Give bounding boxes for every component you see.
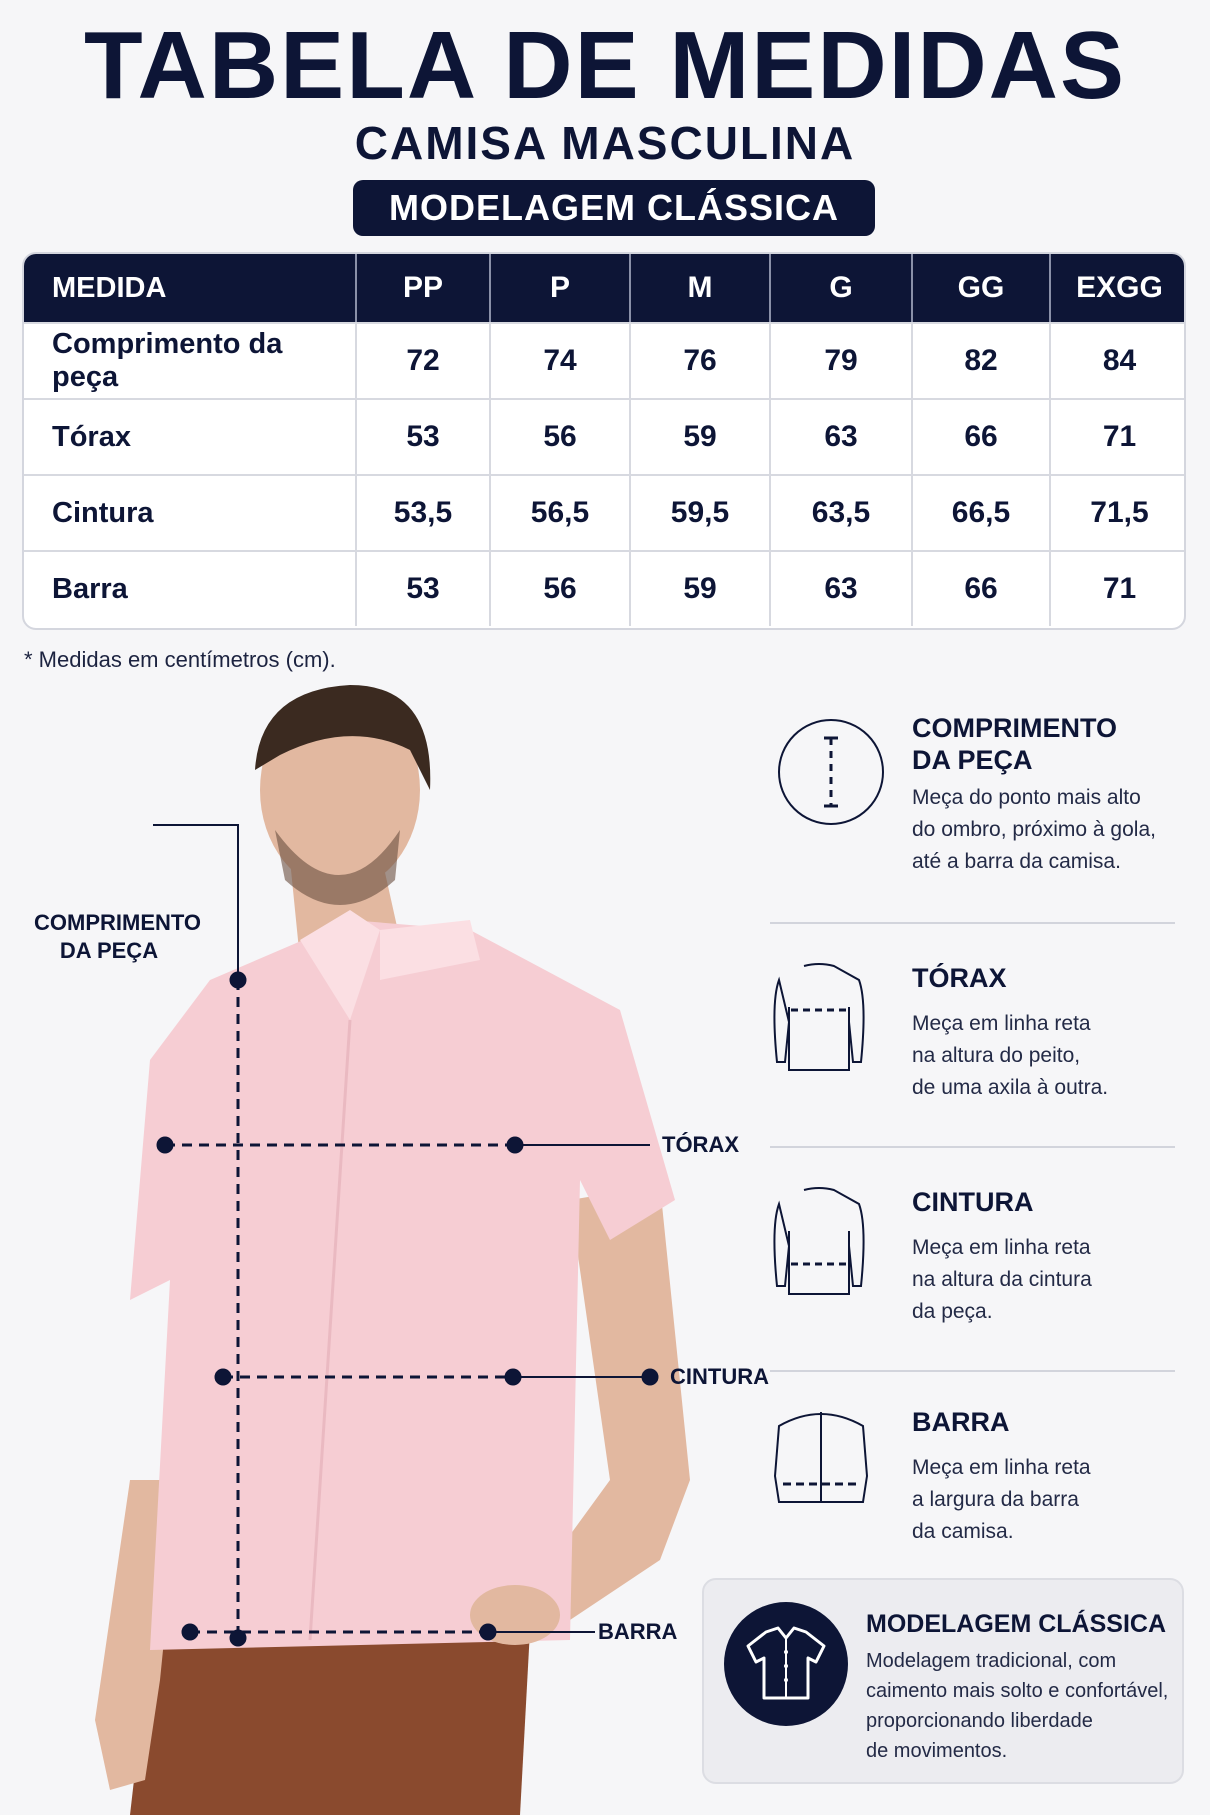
table-cell: 71	[1049, 552, 1186, 626]
guide-title: COMPRIMENTO	[912, 713, 1118, 743]
table-cell: 63,5	[769, 476, 911, 550]
table-row	[24, 550, 1184, 626]
column-header: M	[629, 254, 769, 322]
units-note: * Medidas em centímetros (cm).	[24, 647, 336, 672]
table-cell: 66	[911, 400, 1049, 474]
table-cell: 63	[769, 400, 911, 474]
column-header: MEDIDA	[52, 271, 167, 304]
ruler-circle-icon	[775, 716, 887, 828]
shirt-icon	[724, 1602, 848, 1726]
divider	[770, 1370, 1175, 1372]
column-header: GG	[911, 254, 1049, 322]
guide-barra: BARRA Meça em linha reta a largura da barra da camisa.	[765, 1406, 1185, 1556]
column-header: G	[769, 254, 911, 322]
column-header: EXGG	[1049, 254, 1186, 322]
row-label: Tórax	[52, 420, 131, 453]
row-label: Barra	[52, 572, 128, 605]
callout-torax: TÓRAX	[662, 1132, 739, 1157]
row-label: Cintura	[52, 496, 154, 529]
card-description: Modelagem tradicional, com caimento mais solto e confortável, proporcionando liberdade de movimentos.	[866, 1650, 1169, 1762]
size-table	[22, 252, 1186, 630]
table-cell: 53	[355, 552, 489, 626]
waist-measure-icon	[769, 1186, 869, 1296]
callout-comprimento: COMPRIMENTO DA PEÇA	[34, 910, 202, 963]
card-title: MODELAGEM CLÁSSICA	[866, 1610, 1166, 1638]
model-badge: MODELAGEM CLÁSSICA	[353, 180, 875, 236]
model-info-card	[702, 1578, 1184, 1784]
table-cell: 56	[489, 552, 629, 626]
row-label: Comprimento da peça	[52, 328, 283, 393]
divider	[770, 1146, 1175, 1148]
table-cell: 71,5	[1049, 476, 1186, 550]
guide-comprimento: COMPRIMENTO DA PEÇA Meça do ponto mais alto do ombro, próximo à gola, até a barra da camisa.	[765, 712, 1185, 882]
table-cell: 59	[629, 400, 769, 474]
guide-title: TÓRAX	[912, 963, 1007, 993]
chest-measure-icon	[769, 962, 869, 1072]
table-row	[24, 474, 1184, 550]
table-cell: 66	[911, 552, 1049, 626]
table-cell: 66,5	[911, 476, 1049, 550]
guide-title: DA PEÇA	[912, 745, 1033, 775]
table-cell: 63	[769, 552, 911, 626]
table-cell: 74	[489, 324, 629, 398]
table-cell: 53,5	[355, 476, 489, 550]
table-header-row	[24, 254, 1184, 322]
table-cell: 59,5	[629, 476, 769, 550]
table-cell: 59	[629, 552, 769, 626]
table-row	[24, 322, 1184, 398]
table-cell: 82	[911, 324, 1049, 398]
table-cell: 56,5	[489, 476, 629, 550]
table-cell: 71	[1049, 400, 1186, 474]
guide-title: CINTURA	[912, 1187, 1034, 1217]
page-subtitle: CAMISA MASCULINA	[354, 117, 856, 169]
table-cell: 76	[629, 324, 769, 398]
divider	[770, 922, 1175, 924]
table-row	[24, 398, 1184, 474]
pants	[130, 1630, 530, 1815]
hem-measure-icon	[769, 1406, 873, 1510]
table-cell: 79	[769, 324, 911, 398]
table-cell: 84	[1049, 324, 1186, 398]
guide-title: BARRA	[912, 1407, 1010, 1437]
column-header: P	[489, 254, 629, 322]
table-cell: 53	[355, 400, 489, 474]
guide-cintura: CINTURA Meça em linha reta na altura da cintura da peça.	[765, 1186, 1185, 1336]
callout-cintura: CINTURA	[670, 1364, 769, 1389]
shirt-icon-badge	[724, 1602, 848, 1726]
page-title: TABELA DE MEDIDAS	[84, 12, 1126, 119]
table-cell: 56	[489, 400, 629, 474]
column-header: PP	[355, 254, 489, 322]
table-cell: 72	[355, 324, 489, 398]
guide-torax: TÓRAX Meça em linha reta na altura do peito, de uma axila à outra.	[765, 962, 1185, 1112]
callout-barra: BARRA	[598, 1619, 678, 1644]
